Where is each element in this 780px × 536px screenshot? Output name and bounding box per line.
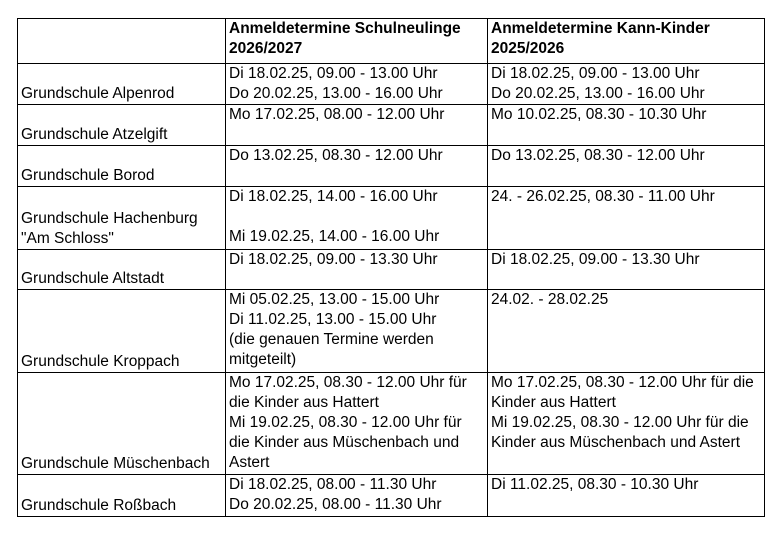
- kann-kinder-dates: [488, 187, 765, 250]
- date-note: (die genauen Termine werden mitgeteilt): [229, 331, 434, 368]
- date-line: Di 18.02.25, 09.00 - 13.00 Uhr: [229, 65, 438, 82]
- school-name: [18, 373, 226, 475]
- date-line: Mi 05.02.25, 13.00 - 15.00 Uhr: [229, 291, 440, 308]
- date-line: Mi 19.02.25, 08.30 - 12.00 Uhr für die Kinder aus Müschenbach und Astert: [229, 414, 462, 471]
- school-name-line: Grundschule Altstadt: [21, 270, 165, 287]
- school-name-line: Grundschule Kroppach: [21, 353, 180, 370]
- kann-kinder-dates: [488, 373, 765, 475]
- kann-kinder-dates: [488, 250, 765, 290]
- table-row-altstadt: [18, 250, 765, 290]
- date-line: Di 11.02.25, 08.30 - 10.30 Uhr: [491, 476, 699, 493]
- school-name-line: Grundschule Atzelgift: [21, 126, 168, 143]
- kann-kinder-dates: [488, 290, 765, 373]
- schulneulinge-dates: [226, 64, 488, 105]
- date-line: Di 18.02.25, 08.00 - 11.30 Uhr: [229, 476, 437, 493]
- school-name: [18, 146, 226, 187]
- kann-kinder-dates: [488, 105, 765, 146]
- date-line: Di 18.02.25, 09.00 - 13.30 Uhr: [229, 251, 438, 268]
- header-schulneulinge: [226, 19, 488, 64]
- date-line: Do 13.02.25, 08.30 - 12.00 Uhr: [491, 147, 705, 164]
- date-line: Do 20.02.25, 08.00 - 11.30 Uhr: [229, 496, 442, 513]
- school-name-line: Grundschule Alpenrod: [21, 85, 175, 102]
- date-line: Di 11.02.25, 13.00 - 15.00 Uhr: [229, 311, 437, 328]
- date-line: Di 18.02.25, 09.00 - 13.00 Uhr: [491, 65, 700, 82]
- date-line: Mi 19.02.25, 14.00 - 16.00 Uhr: [229, 228, 440, 245]
- date-line: Do 20.02.25, 13.00 - 16.00 Uhr: [229, 85, 443, 102]
- school-name: [18, 250, 226, 290]
- school-name-line: Grundschule Roßbach: [21, 497, 177, 514]
- school-name: [18, 105, 226, 146]
- spacer: [229, 207, 484, 227]
- table-row-atzelgift: [18, 105, 765, 146]
- kann-kinder-dates: [488, 146, 765, 187]
- header-schulneulinge-year: 2026/2027: [229, 40, 303, 57]
- schulneulinge-dates: [226, 105, 488, 146]
- date-line: Mi 19.02.25, 08.30 - 12.00 Uhr für die Kinder aus Müschenbach und Astert: [491, 414, 749, 451]
- header-corner-cell: [18, 19, 226, 64]
- school-name-line: Grundschule Müschenbach: [21, 455, 210, 472]
- date-line: 24. - 26.02.25, 08.30 - 11.00 Uhr: [491, 188, 715, 205]
- registration-table: [17, 18, 765, 517]
- date-line: 24.02. - 28.02.25: [491, 291, 609, 308]
- date-line: Di 18.02.25, 09.00 - 13.30 Uhr: [491, 251, 700, 268]
- date-line: Mo 10.02.25, 08.30 - 10.30 Uhr: [491, 106, 707, 123]
- table-row-mueschenbach: [18, 373, 765, 475]
- schulneulinge-dates: [226, 475, 488, 517]
- header-kann-kinder-title: Anmeldetermine Kann-Kinder: [491, 20, 710, 37]
- table-row-borod: [18, 146, 765, 187]
- date-line: Mo 17.02.25, 08.30 - 12.00 Uhr für die Kinder aus Hattert: [491, 374, 754, 411]
- date-line: Do 13.02.25, 08.30 - 12.00 Uhr: [229, 147, 443, 164]
- date-line: Do 20.02.25, 13.00 - 16.00 Uhr: [491, 85, 705, 102]
- school-name: [18, 475, 226, 517]
- date-line: Di 18.02.25, 14.00 - 16.00 Uhr: [229, 188, 438, 205]
- school-name-line: Grundschule Hachenburg: [21, 210, 198, 227]
- school-name: [18, 64, 226, 105]
- table-row-kroppach: [18, 290, 765, 373]
- header-kann-kinder-year: 2025/2026: [491, 40, 565, 57]
- school-name-line: Grundschule Borod: [21, 167, 155, 184]
- table-row-alpenrod: [18, 64, 765, 105]
- school-name-line: "Am Schloss": [21, 230, 114, 247]
- table-row-rossbach: [18, 475, 765, 517]
- kann-kinder-dates: [488, 475, 765, 517]
- schulneulinge-dates: [226, 250, 488, 290]
- kann-kinder-dates: [488, 64, 765, 105]
- header-schulneulinge-title: Anmeldetermine Schulneulinge: [229, 20, 461, 37]
- schulneulinge-dates: [226, 187, 488, 250]
- school-name: [18, 290, 226, 373]
- header-kann-kinder: [488, 19, 765, 64]
- date-line: Mo 17.02.25, 08.00 - 12.00 Uhr: [229, 106, 445, 123]
- table-row-hachenburg: [18, 187, 765, 250]
- school-name: [18, 187, 226, 250]
- header-row: [18, 19, 765, 64]
- schulneulinge-dates: [226, 146, 488, 187]
- schulneulinge-dates: [226, 290, 488, 373]
- schulneulinge-dates: [226, 373, 488, 475]
- date-line: Mo 17.02.25, 08.30 - 12.00 Uhr für die Kinder aus Hattert: [229, 374, 467, 411]
